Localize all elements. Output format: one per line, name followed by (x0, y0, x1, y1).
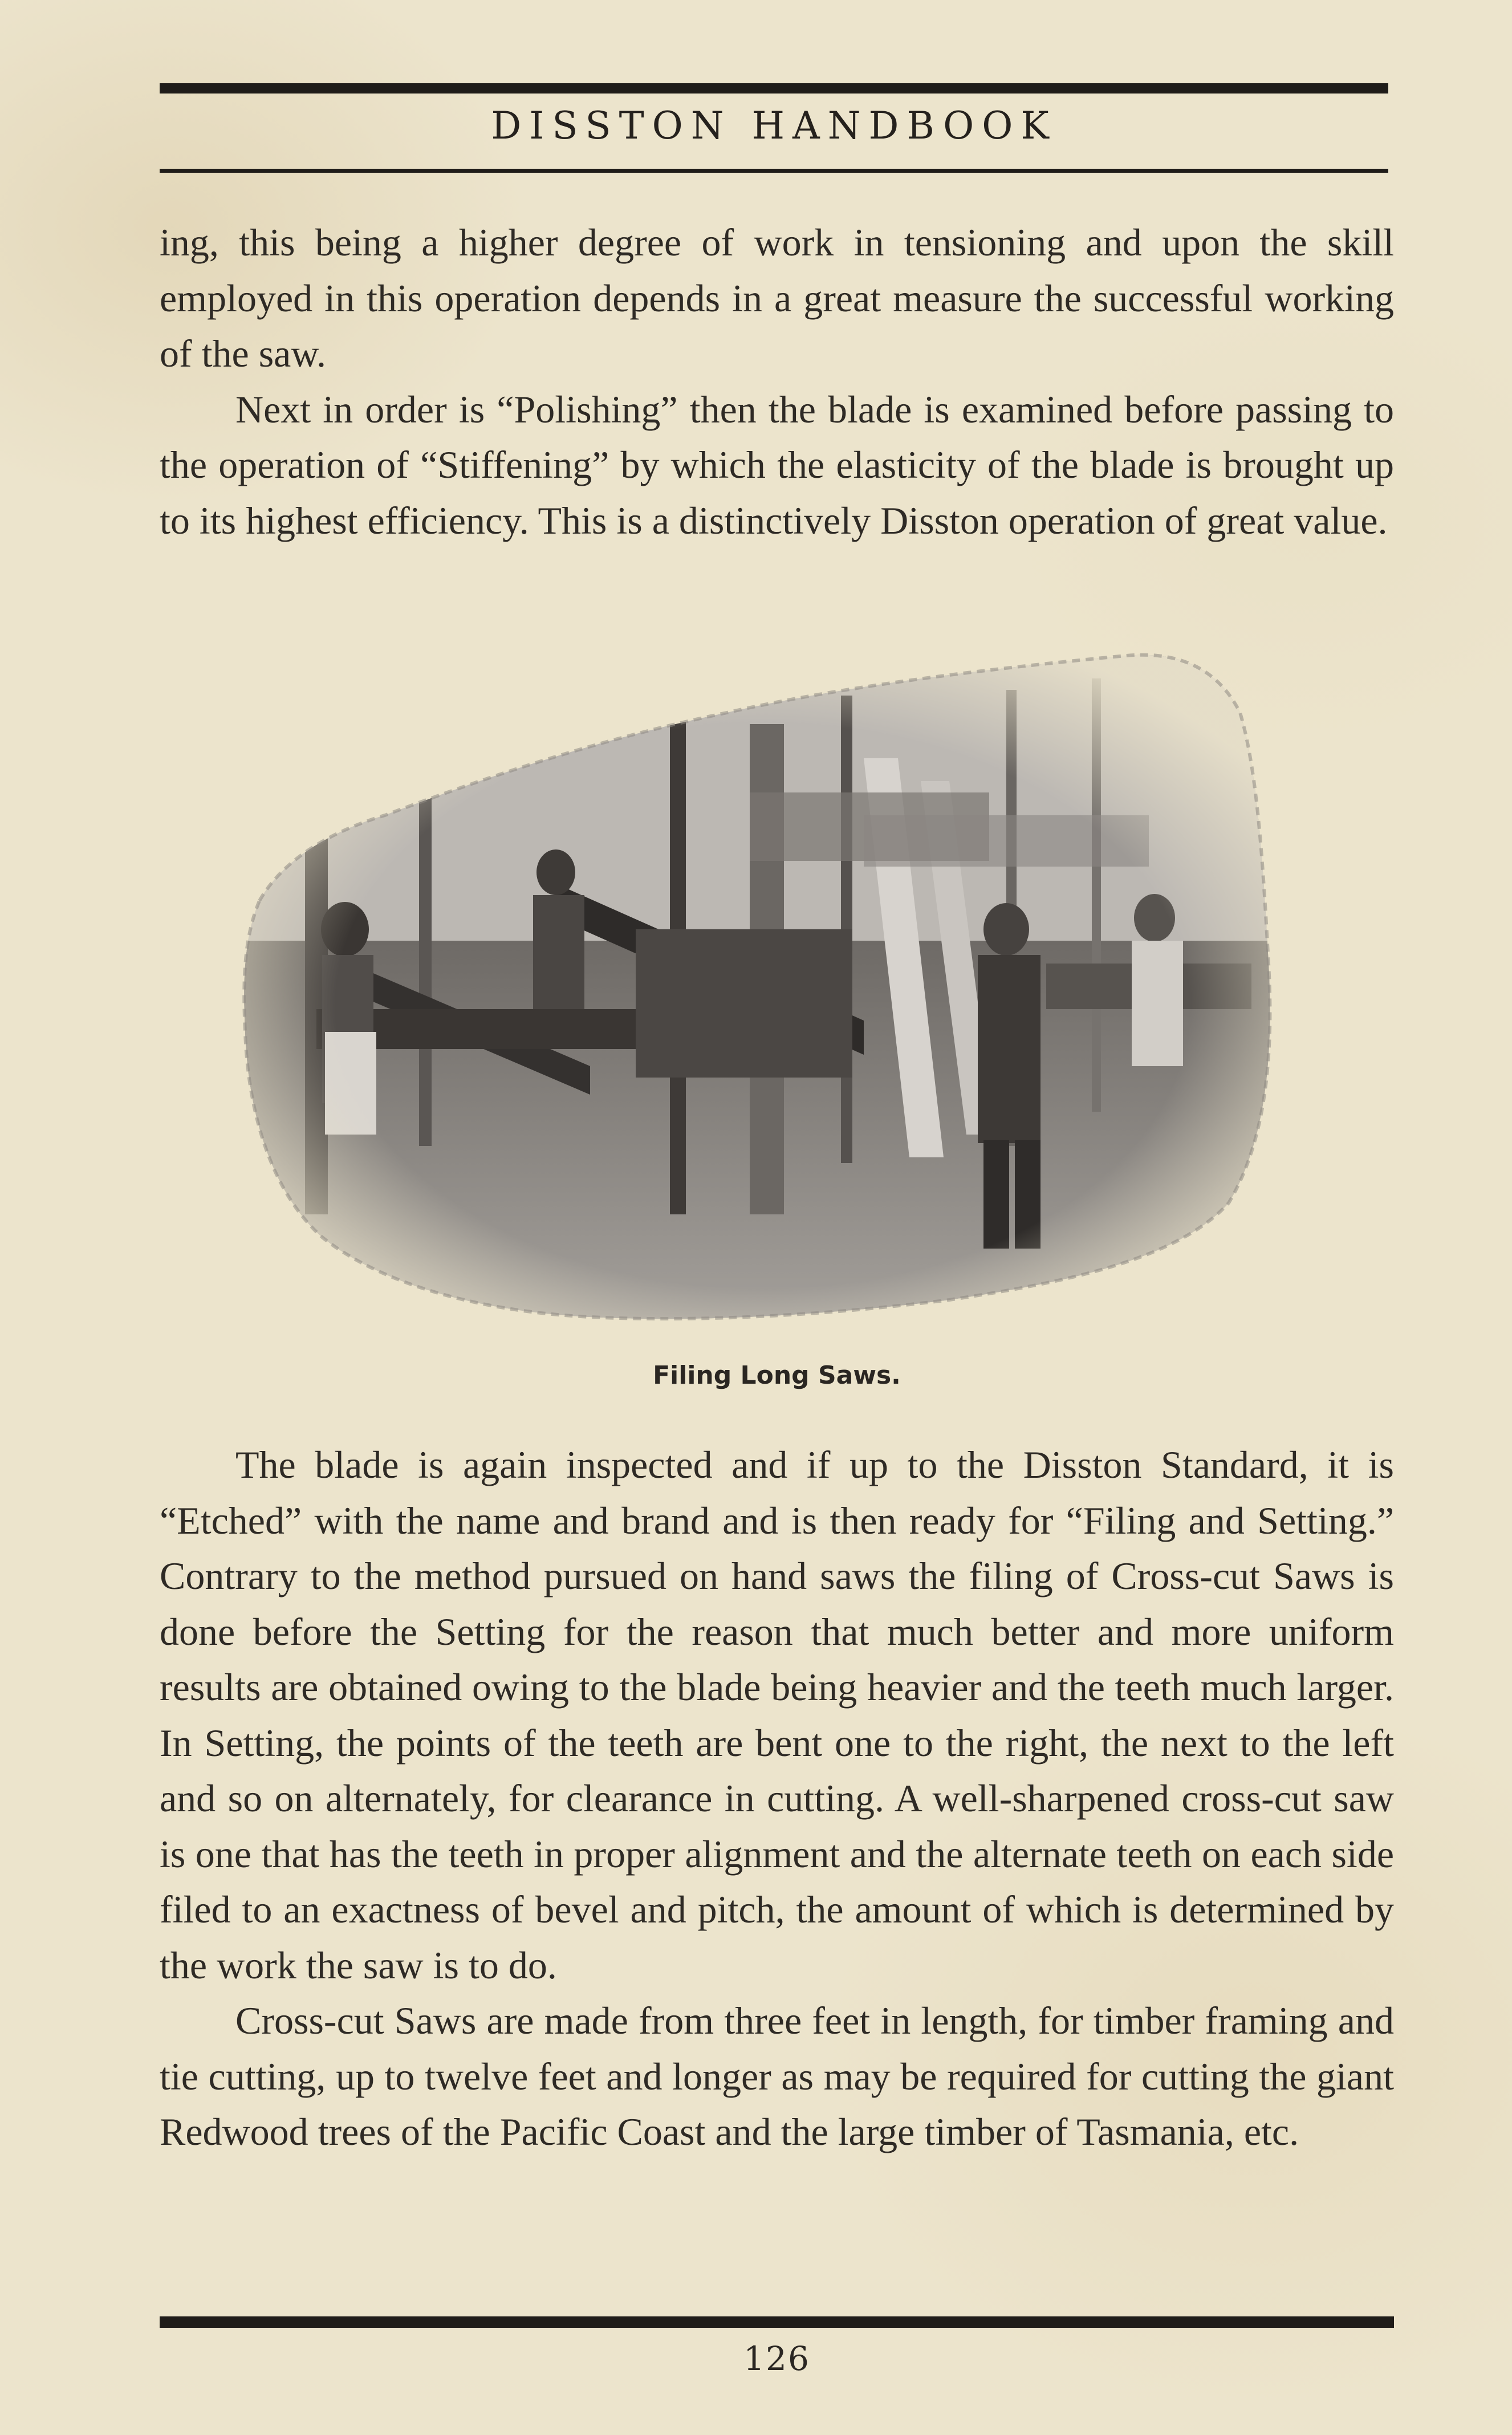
text-block-bottom (160, 1437, 1394, 2160)
photo-filing-long-saws (237, 644, 1289, 1340)
text-block-top (160, 215, 1394, 548)
figure-caption: Filing Long Saws. (653, 1361, 901, 1390)
header-bottom-rule (160, 169, 1388, 173)
paragraph-polishing: Next in order is “Polishing” then the blade is examined before passing to the operation of “Stiffening” by which the elasticity of the blade is brought up to its highest efficiency. This is a distinctively Disston operation of great value. (160, 387, 1394, 542)
footer-rule (160, 2316, 1394, 2328)
paragraph-filing-setting: The blade is again inspected and if up to the Disston Standard, it is “Etched” with the name and brand and is then ready for “Filing and Setting.” Contrary to the method pursued on hand saws the filing of Cross-cut Saws is done before the Setting for the reason that much better and more uniform results are obtained owing to the blade being heavier and the teeth much larger. In Setting, the points of the teeth are bent one to the right, the next to the left and so on alternately, for clearance in cutting. A well-sharpened cross-cut saw is one that has the teeth in proper alignment and the alternate teeth on each side filed to an exactness of bevel and pitch, the amount of which is determined by the work the saw is to do. (160, 1443, 1394, 1987)
running-header: DISSTON HANDBOOK (491, 104, 1057, 148)
page-number: 126 (743, 2339, 810, 2378)
paragraph-continuation: ing, this being a higher degree of work in tensioning and upon the skill employed in this operation depends in a great measure the successful working of the saw. (160, 221, 1394, 375)
header-top-rule (160, 83, 1388, 94)
paragraph-crosscut-lengths: Cross-cut Saws are made from three feet in length, for timber framing and tie cutting, up to twelve feet and longer as may be required for cutting the giant Redwood trees of the Pacific Coast and the large timber of Tasmania, etc. (160, 1999, 1394, 2153)
